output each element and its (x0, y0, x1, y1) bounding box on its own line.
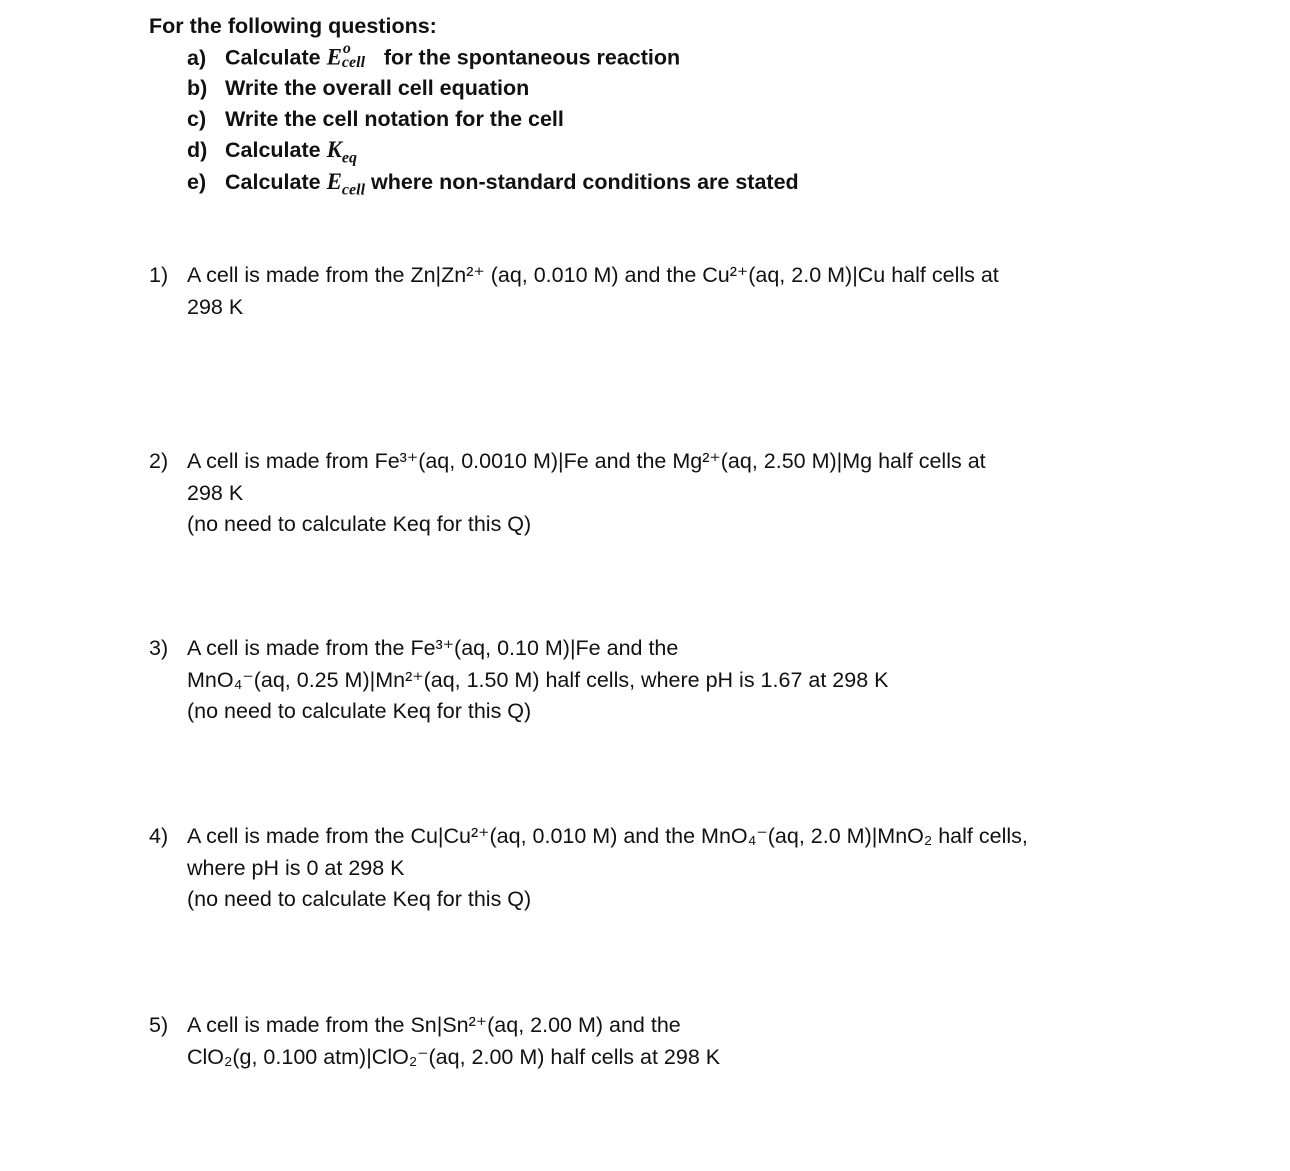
question-1-line-1: 1) A cell is made from the Zn|Zn²⁺ (aq, 0.010 M) and the Cu²⁺(aq, 2.0 M)|Cu half cells at (149, 263, 999, 287)
intro-item-c: c) Write the cell notation for the cell (187, 107, 564, 131)
question-2-line-1: 2) A cell is made from Fe³⁺(aq, 0.0010 M)|Fe and the Mg²⁺(aq, 2.50 M)|Mg half cells at (149, 449, 986, 473)
question-4-line-3: (no need to calculate Keq for this Q) (187, 887, 532, 911)
question-5-line-2: ClO₂(g, 0.100 atm)|ClO₂⁻(aq, 2.00 M) half cells at 298 K (187, 1045, 721, 1069)
question-marker: 3) (149, 636, 169, 660)
intro-item-marker: a) (187, 45, 207, 70)
question-4-line-2: where pH is 0 at 298 K (187, 856, 405, 880)
question-3-line-1: 3) A cell is made from the Fe³⁺(aq, 0.10 M)|Fe and the (149, 636, 679, 660)
intro-item-b: b) Write the overall cell equation (187, 76, 530, 100)
question-3-line-3: (no need to calculate Keq for this Q) (187, 699, 532, 723)
question-marker: 2) (149, 449, 169, 473)
question-5-line-1: 5) A cell is made from the Sn|Sn²⁺(aq, 2.00 M) and the (149, 1013, 681, 1037)
question-marker: 1) (149, 263, 169, 287)
question-marker: 4) (149, 824, 169, 848)
intro-item-d: d) Calculate $K_{eq}$ (187, 137, 358, 167)
intro-item-a: a) Calculate E o cell for the spontaneous reaction (187, 40, 681, 71)
intro-item-e: e) Calculate $E_{cell}$ where non-standard conditions are stated (187, 169, 799, 199)
question-1-line-2: 298 K (187, 295, 244, 319)
question-2-line-3: (no need to calculate Keq for this Q) (187, 512, 532, 536)
intro-heading: For the following questions: (149, 14, 437, 38)
question-marker: 5) (149, 1013, 169, 1037)
question-2-line-2: 298 K (187, 481, 244, 505)
question-3-line-2: MnO₄⁻(aq, 0.25 M)|Mn²⁺(aq, 1.50 M) half cells, where pH is 1.67 at 298 K (187, 668, 889, 692)
question-4-line-1: 4) A cell is made from the Cu|Cu²⁺(aq, 0.010 M) and the MnO₄⁻(aq, 2.0 M)|MnO₂ half cells, (149, 824, 1028, 848)
